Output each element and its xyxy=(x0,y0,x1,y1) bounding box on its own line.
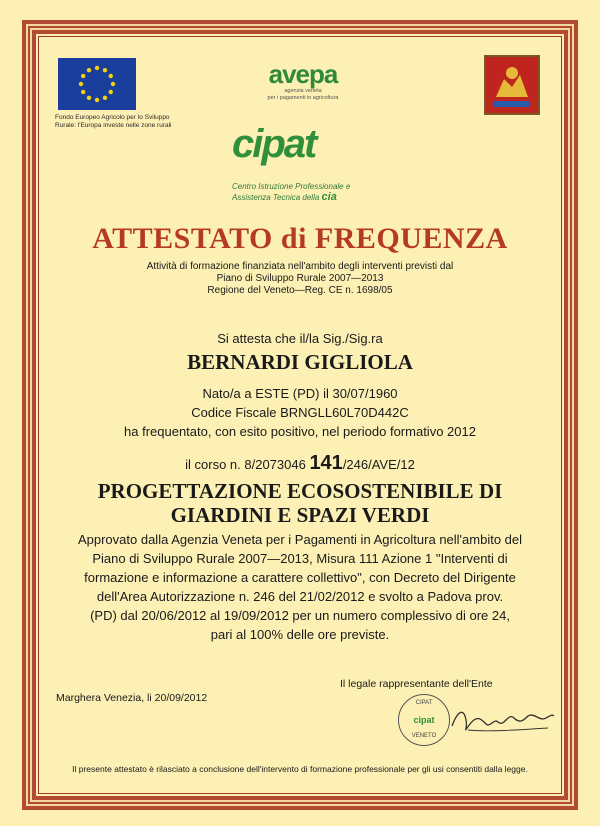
stamp-text: VENETO xyxy=(411,733,437,739)
course-description xyxy=(55,530,545,644)
eu-caption xyxy=(55,114,195,130)
cia-logo-text: cia xyxy=(321,191,337,203)
fiscal-code: Codice Fiscale BRNGLL60L70D442C xyxy=(191,405,409,420)
course-number xyxy=(40,452,560,475)
cipat-subtitle-line: Assistenza Tecnica della xyxy=(232,193,320,202)
regione-veneto-crest-icon xyxy=(484,55,540,115)
cipat-subtitle xyxy=(232,182,392,203)
description-line: formazione e informazione a carattere collettivo", con Decreto del Dirigente xyxy=(84,570,516,585)
certificate-subtitle xyxy=(60,261,540,297)
certificate-title: ATTESTATO di FREQUENZA xyxy=(92,222,508,255)
cipat-logo xyxy=(232,122,382,166)
legal-representative-label: Il legale rappresentante dell'Ente xyxy=(340,678,493,690)
cipat-logo-text: cipat xyxy=(232,122,316,166)
avepa-sub: agenzia veneta xyxy=(284,88,322,94)
course-title-line: PROGETTAZIONE ECOSOSTENIBILE DI xyxy=(97,479,503,503)
course-number-main: 141 xyxy=(309,452,343,474)
avepa-sub: per i pagamenti in agricoltura xyxy=(267,95,339,101)
course-title xyxy=(40,479,560,527)
course-title-line: GIARDINI E SPAZI VERDI xyxy=(170,503,430,527)
description-line: Piano di Sviluppo Rurale 2007—2013, Misura 111 Azione 1 "Interventi di xyxy=(92,551,508,566)
attendance-statement: ha frequentato, con esito positivo, nel periodo formativo 2012 xyxy=(124,424,476,439)
birth-info: Nato/a a ESTE (PD) il 30/07/1960 xyxy=(202,386,398,401)
subtitle-line: Regione del Veneto—Reg. CE n. 1698/05 xyxy=(207,285,393,296)
footer-note: Il presente attestato è rilasciato a conclusione dell'intervento di formazione professionale per gli usi consentiti dalla legge. xyxy=(72,764,528,774)
recipient-name: BERNARDI GIGLIOLA xyxy=(187,350,413,374)
stamp-text: cipat xyxy=(413,715,435,725)
place-date: Marghera Venezia, li 20/09/2012 xyxy=(56,692,208,704)
description-line: dell'Area Autorizzazione n. 246 del 21/02/2012 e svolto a Padova prov. xyxy=(96,589,504,604)
subtitle-line: Attività di formazione finanziata nell'ambito degli interventi previsti dal xyxy=(146,261,454,272)
avepa-logo-text: avepa xyxy=(268,59,338,89)
eu-flag-logo xyxy=(58,58,136,110)
cipat-subtitle-line: Centro Istruzione Professionale e xyxy=(232,182,351,191)
description-line: (PD) dal 20/06/2012 al 19/09/2012 per un numero complessivo di ore 24, xyxy=(90,608,510,623)
official-stamp xyxy=(398,694,450,746)
signature xyxy=(448,700,558,740)
description-line: pari al 100% delle ore previste. xyxy=(210,627,390,642)
eu-caption-line: Rurale: l'Europa investe nelle zone rurali xyxy=(55,122,172,129)
subtitle-line: Piano di Sviluppo Rurale 2007—2013 xyxy=(216,273,384,284)
eu-caption-line: Fondo Europeo Agricolo per lo Sviluppo xyxy=(55,114,170,121)
description-line: Approvato dalla Agenzia Veneta per i Pagamenti in Agricoltura nell'ambito del xyxy=(77,532,523,547)
course-number-suffix: /246/AVE/12 xyxy=(342,457,415,472)
course-number-prefix: il corso n. 8/2073046 xyxy=(185,457,310,472)
attesta-text: Si attesta che il/la Sig./Sig.ra xyxy=(217,331,383,346)
stamp-text: CIPAT xyxy=(415,700,433,706)
avepa-logo xyxy=(248,60,358,102)
recipient-info xyxy=(40,384,560,441)
